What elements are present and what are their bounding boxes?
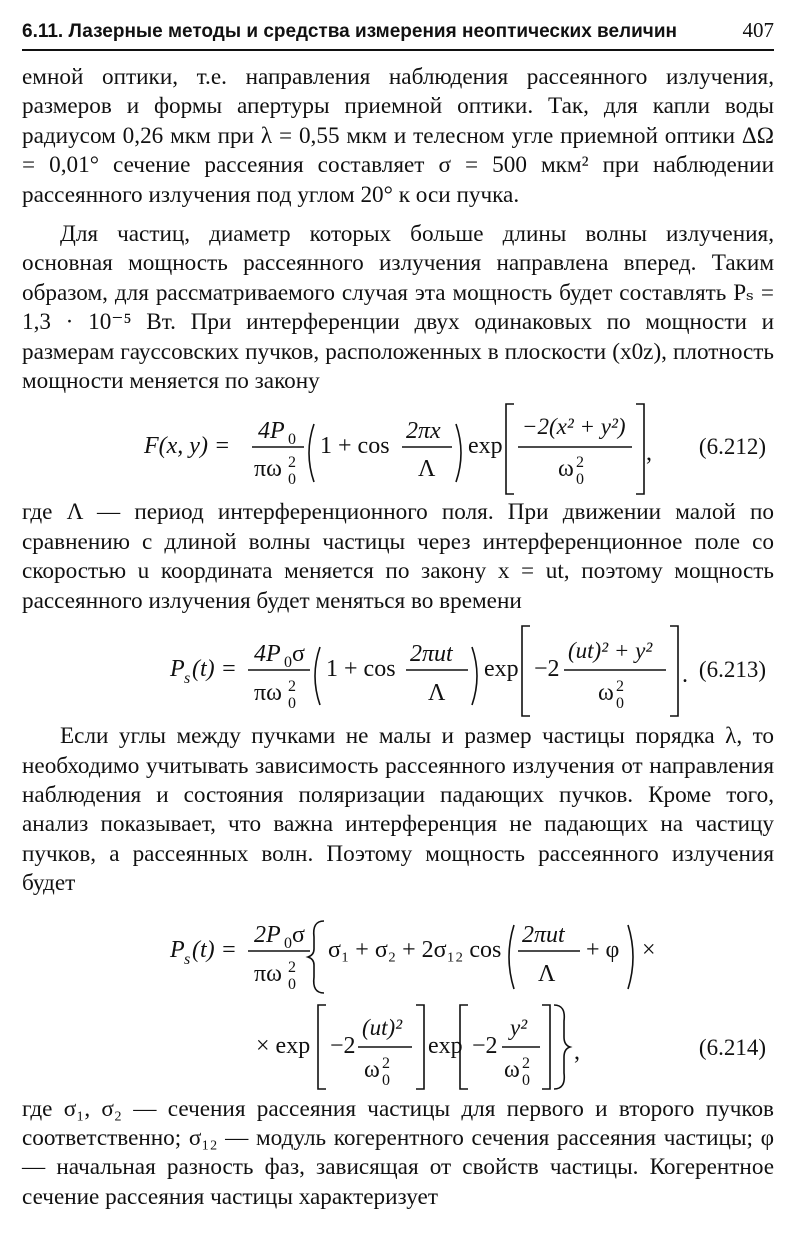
eq212-den1-sub: 0	[288, 471, 296, 489]
eq214-sigma-terms: σ₁ + σ₂ + 2σ₁₂ cos	[328, 936, 502, 963]
eq213-lhs: P	[170, 656, 185, 683]
eq212-bracket-right	[636, 404, 644, 494]
eq212-den1-sup: 2	[288, 454, 296, 472]
eq214-frac3-den-sub: 0	[382, 1071, 390, 1089]
eq213-frac2-num: 2πut	[410, 641, 453, 668]
eq214-frac3-num: (ut)²	[362, 1014, 403, 1040]
eq214-frac2-num: 2πut	[522, 921, 565, 948]
eq212-frac3-den-sup: 2	[576, 454, 584, 472]
eq214-frac4-den-sup: 2	[522, 1054, 530, 1072]
eq212-paren-right	[456, 424, 461, 482]
eq213-num1: 4P	[254, 641, 281, 668]
equation-number-6-212: (6.212)	[698, 434, 766, 460]
eq212-lhs: F(x, y) =	[144, 433, 231, 460]
section-title: 6.11. Лазерные методы и средства измерения неоптических величин	[22, 21, 677, 42]
eq214-frac3-den: ω	[364, 1056, 380, 1083]
eq214-plus-phi: + φ	[586, 936, 620, 963]
eq214-paren-right	[628, 925, 633, 989]
eq214-exp2: exp	[428, 1032, 463, 1059]
eq213-frac3-den: ω	[598, 680, 614, 707]
eq212-paren-open-text: 1 + cos	[320, 433, 390, 460]
eq212-tail: ,	[646, 440, 652, 467]
eq214-den1: πω	[254, 960, 282, 987]
equation-6-213-formula	[22, 616, 774, 722]
eq214-num1-sub: 0	[284, 934, 292, 952]
eq212-frac2-num: 2πx	[406, 418, 441, 445]
eq213-lhs-arg: (t) =	[192, 656, 237, 683]
eq212-den1: πω	[254, 456, 282, 483]
eq214-frac2-den: Λ	[538, 960, 556, 987]
eq214-den1-sup: 2	[288, 958, 296, 976]
eq214-frac4-den: ω	[504, 1056, 520, 1083]
eq214-minus2b: −2	[472, 1032, 498, 1059]
eq213-paren-open-text: 1 + cos	[326, 656, 396, 683]
eq213-frac3-num: (ut)² + y²	[568, 638, 653, 664]
eq213-den1-sup: 2	[288, 678, 296, 696]
eq214-times-exp: × exp	[256, 1032, 311, 1059]
eq213-frac3-den-sup: 2	[616, 678, 624, 696]
eq213-bracket-right	[670, 626, 678, 716]
equation-6-214-formula	[22, 899, 774, 1095]
eq213-paren-right	[472, 647, 477, 705]
eq214-lhs-sub: s	[184, 950, 191, 968]
eq213-num1-sub: 0	[284, 654, 292, 672]
eq212-bracket-left	[506, 404, 514, 494]
eq213-den1: πω	[254, 680, 282, 707]
equation-6-212	[22, 396, 774, 498]
eq212-frac2-den: Λ	[418, 456, 436, 483]
eq214-bracket-1-right	[416, 1005, 424, 1089]
paragraph-4: Если углы между пучками не малы и размер частицы порядка λ, то необходимо учитывать зависимость рассеянного излучения от направления наблюдения и состояния поляризации падающих пучков. Кроме того, анализ показывает, что важна интерференция не падающих на частицу пучков, а рассеянных волн. Поэтому мощность рассеянного излучения будет	[22, 723, 774, 897]
equation-6-214	[22, 899, 774, 1095]
eq214-den1-sub: 0	[288, 975, 296, 993]
equation-6-213	[22, 616, 774, 722]
eq212-exp: exp	[468, 433, 503, 460]
eq213-frac2-den: Λ	[428, 680, 446, 707]
eq213-paren-left	[315, 647, 320, 705]
eq214-brace-right	[554, 1005, 570, 1089]
eq212-num1-sub: 0	[288, 431, 296, 449]
eq213-frac3-den-sub: 0	[616, 695, 624, 713]
eq213-bracket-left	[522, 626, 530, 716]
eq214-num1: 2P	[254, 921, 281, 948]
eq214-tail: ,	[574, 1038, 580, 1065]
eq214-minus2a: −2	[330, 1032, 356, 1059]
eq213-tail: .	[682, 662, 688, 689]
eq212-frac3-den-sub: 0	[576, 471, 584, 489]
paragraph-2: Для частиц, диаметр которых больше длины волны излучения, основная мощность рассеянного излучения направлена вперед. Таким образом, для рассматриваемого случая эта мощность будет составлять Pₛ = 1,3 · 10⁻⁵ Вт. При интерференции двух одинаковых по мощности и размерам гауссовских пучков, расположенных в плоскости (x0z), плотность мощности меняется по закону	[22, 221, 774, 395]
eq213-num1-tail: σ	[292, 641, 305, 668]
running-header	[22, 18, 774, 51]
paragraph-1: емной оптики, т.е. направления наблюдения рассеянного излучения, размеров и формы апертуры приемной оптики. Так, для капли воды радиусом 0,26 мкм при λ = 0,55 мкм и телесном угле приемной оптики ΔΩ = 0,01° сечение рассеяния составляет σ = 500 мкм² при наблюдении рассеянного излучения под углом 20° к оси пучка.	[22, 64, 774, 208]
eq212-num1: 4P	[258, 418, 285, 445]
equation-6-212-formula	[22, 396, 774, 498]
eq214-times: ×	[642, 936, 656, 963]
paragraph-5: где σ₁, σ₂ — сечения рассеяния частицы для первого и второго пучков соответственно; σ₁₂ — модуль когерентного сечения рассеяния частицы; φ — начальная разность фаз, зависящая от свойств частицы. Когерентное сечение рассеяния частицы характеризует	[22, 1095, 774, 1210]
equation-number-6-213: (6.213)	[698, 657, 766, 683]
page-number: 407	[742, 18, 774, 42]
eq212-frac3-num: −2(x² + y²)	[522, 414, 626, 440]
book-page	[22, 18, 774, 1212]
eq214-lhs-arg: (t) =	[192, 936, 237, 963]
eq214-lhs: P	[170, 936, 185, 963]
eq213-minus2: −2	[534, 656, 560, 683]
eq212-frac3-den: ω	[558, 456, 574, 483]
paragraph-3: где Λ — период интерференционного поля. При движении малой по сравнению с длиной волны частицы через интерференционное поле со скоростью u координата меняется по закону x = ut, поэтому мощность рассеянного излучения будет меняться во времени	[22, 499, 774, 614]
eq214-bracket-1-left	[318, 1005, 326, 1089]
eq214-brace-left	[308, 921, 324, 993]
eq214-frac4-num: y²	[510, 1014, 528, 1040]
eq214-paren-left	[509, 925, 514, 989]
eq213-den1-sub: 0	[288, 695, 296, 713]
eq213-lhs-sub: s	[184, 670, 191, 688]
eq212-paren-left	[309, 424, 314, 482]
equation-number-6-214: (6.214)	[698, 1034, 766, 1060]
eq213-exp: exp	[484, 656, 519, 683]
eq214-frac3-den-sup: 2	[382, 1054, 390, 1072]
eq214-num1-tail: σ	[292, 921, 305, 948]
eq214-frac4-den-sub: 0	[522, 1071, 530, 1089]
eq214-bracket-2-right	[542, 1005, 550, 1089]
